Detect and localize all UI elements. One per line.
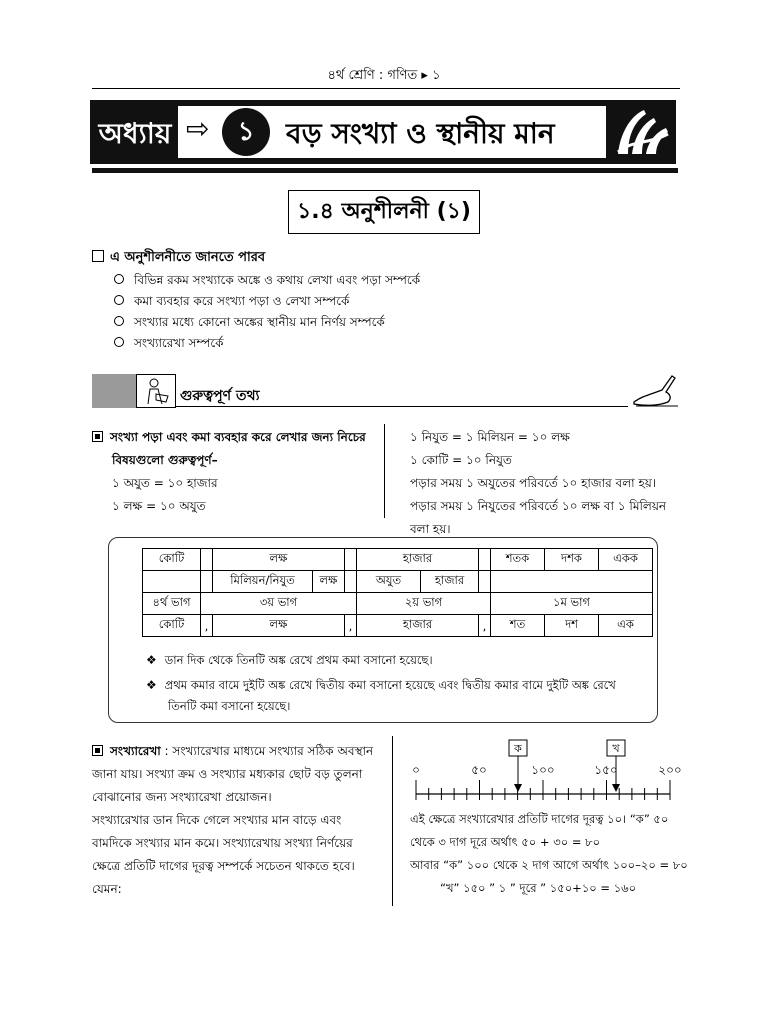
info-title: গুরুত্বপূর্ণ তথ্য: [180, 388, 260, 404]
table-cell: হাজার: [357, 549, 479, 571]
numberline-text: যেমন:: [92, 882, 122, 896]
solution-line: এই ক্ষেত্রে সংখ্যারেখার প্রতিটি দাগের দূরত্ব ১০। “ক” ৫০: [410, 812, 669, 826]
learn-item: [114, 272, 420, 293]
info-right-line: পড়ার সময় ১ নিযুতের পরিবর্তে ১০ লক্ষ বা ১ মিলিয়ন বলা হয়।: [410, 499, 667, 536]
table-cell: ১ম ভাগ: [491, 593, 653, 615]
table-cell: দশ: [545, 615, 599, 637]
table-cell: লক্ষ: [213, 549, 345, 571]
table-cell: [143, 571, 201, 593]
banner-underline: [92, 168, 678, 173]
info-left: [92, 426, 382, 518]
info-left-text: সংখ্যা পড়া এবং কমা ব্যবহার করে লেখার জন্য নিচের: [110, 430, 366, 444]
table-cell: লক্ষ: [313, 571, 345, 593]
square-bullet-icon: [92, 431, 103, 442]
table-cell: হাজার: [357, 615, 479, 637]
reading-person-icon: [136, 374, 176, 408]
table-cell: হাজার: [421, 571, 479, 593]
info-right: [410, 426, 682, 541]
table-cell: মিলিয়ন/নিযুত: [213, 571, 313, 593]
table-cell: ,: [345, 615, 357, 637]
publisher-logo-icon: [610, 104, 674, 160]
table-cell: [491, 571, 653, 593]
info-right-line: পড়ার সময় ১ অযুতের পরিবর্তে ১০ হাজার বলা হয়।: [410, 476, 657, 490]
numberline-explanation: [92, 740, 384, 901]
learn-item-text: সংখ্যার মধ্যে কোনো অঙ্কের স্থানীয় মান নির্ণয় সম্পর্কে: [134, 315, 385, 329]
note-text: ডান দিক থেকে তিনটি অঙ্ক রেখে প্রথম কমা বসানো হয়েছে।: [164, 653, 433, 667]
table-row: [143, 571, 653, 593]
table-row: [143, 593, 653, 615]
arrow-icon: ⇨: [186, 112, 210, 145]
chapter-label: অধ্যায়: [98, 117, 172, 150]
solution-line: “খ” ১৫০ ” ১ ” দূরে ” ১৫০+১০ = ১৬০: [440, 881, 637, 895]
checkbox-icon: [92, 250, 104, 262]
learn-list: [114, 272, 420, 356]
table-row: [143, 615, 653, 637]
learn-item: [114, 335, 420, 356]
exercise-title: ১.৪ অনুশীলনী (১): [288, 190, 480, 234]
tick-label: ০: [412, 763, 420, 777]
learn-heading: [92, 248, 265, 269]
info-bar-block: [92, 374, 136, 408]
number-line: [408, 736, 688, 816]
info-left-line: [92, 426, 382, 449]
numberline-heading: সংখ্যারেখা: [110, 744, 161, 758]
marker-kh-label: খ: [612, 742, 620, 755]
table-cell: শত: [491, 615, 545, 637]
diamond-bullet-icon: ❖: [146, 678, 157, 692]
numberline-line: [92, 740, 384, 763]
learn-item: [114, 314, 420, 335]
learn-item-text: বিভিন্ন রকম সংখ্যাকে অঙ্কে ও কথায় লেখা এবং পড়া সম্পর্কে: [134, 273, 421, 287]
numberline-text: ক্ষেত্রে প্রতিটি দাগের দূরত্ব সম্পর্কে সচেতন থাকতে হবে।: [92, 859, 355, 873]
numberline-text: বামদিকে সংখ্যার মান কমে। সংখ্যারেখায় সংখ্যা নির্ণয়ের: [92, 836, 353, 850]
table-cell: এক: [599, 615, 653, 637]
table-cell: [345, 571, 357, 593]
info-left-line: ১ লক্ষ = ১০ অযুত: [112, 499, 206, 513]
note-item: [146, 675, 646, 696]
info-underline: [176, 406, 628, 407]
table-cell: কোটি: [143, 615, 201, 637]
table-cell: লক্ষ: [213, 615, 345, 637]
info-right-line: ১ নিযুত = ১ মিলিয়ন = ১০ লক্ষ: [410, 430, 570, 444]
table-cell: একক: [599, 549, 653, 571]
column-divider: [384, 424, 385, 518]
place-value-table: [142, 548, 653, 637]
running-head: ৪র্থ শ্রেণি : গণিত ▸ ১: [327, 68, 441, 83]
table-cell: ৪র্থ ভাগ: [143, 593, 201, 615]
table-cell: [479, 571, 491, 593]
learn-heading-text: এ অনুশীলনীতে জানতে পারব: [110, 250, 266, 265]
marker-k-label: ক: [514, 742, 522, 755]
note-text: তিনটি কমা বসানো হয়েছে।: [168, 699, 291, 713]
table-cell: [345, 549, 357, 571]
numberline-text: বোঝানোর জন্য সংখ্যারেখা প্রয়োজন।: [92, 790, 272, 804]
writing-hand-icon: [628, 370, 684, 410]
table-notes: [146, 650, 646, 717]
table-cell: [479, 549, 491, 571]
solution-line: থেকে ৩ দাগ দূরে অর্থাৎ ৫০ + ৩০ = ৮০: [410, 835, 601, 849]
numberline-text: : সংখ্যারেখার মাধ্যমে সংখ্যার সঠিক অবস্থান: [164, 744, 374, 758]
info-left-line: ১ অযুত = ১০ হাজার: [112, 476, 218, 490]
note-item: [146, 650, 646, 671]
table-cell: কোটি: [143, 549, 201, 571]
circle-bullet-icon: [114, 337, 124, 347]
tick-label: ১০০: [531, 763, 555, 777]
learn-item: [114, 293, 420, 314]
solution-line: আবার “ক” ১০০ থেকে ২ দাগ আগে অর্থাৎ ১০০–২০ = ৮০: [410, 858, 688, 872]
table-cell: [201, 571, 213, 593]
table-cell: শতক: [491, 549, 545, 571]
tick-label: ১৫০: [594, 763, 618, 777]
learn-item-text: কমা ব্যবহার করে সংখ্যা পড়া ও লেখা সম্পর্কে: [134, 294, 350, 308]
numberline-solution: [410, 808, 690, 900]
tick-label: ৫০: [471, 763, 487, 777]
chapter-title: বড় সংখ্যা ও স্থানীয় মান: [286, 117, 555, 150]
table-cell: [201, 549, 213, 571]
table-row: [143, 549, 653, 571]
column-divider: [392, 736, 393, 906]
numberline-text: সংখ্যারেখার ডান দিকে গেলে সংখ্যার মান বাড়ে এবং: [92, 813, 342, 827]
table-cell: ,: [479, 615, 491, 637]
table-cell: ৩য় ভাগ: [201, 593, 357, 615]
table-cell: দশক: [545, 549, 599, 571]
note-text: প্রথম কমার বামে দুইটি অঙ্ক রেখে দ্বিতীয় কমা বসানো হয়েছে এবং দ্বিতীয় কমার বামে দুইটি অঙ্ক রেখে: [164, 678, 616, 692]
table-cell: ,: [201, 615, 213, 637]
table-cell: অযুত: [357, 571, 421, 593]
table-cell: ২য় ভাগ: [357, 593, 491, 615]
info-left-line: বিষয়গুলো গুরুত্বপূর্ণ–: [112, 453, 218, 467]
learn-item-text: সংখ্যারেখা সম্পর্কে: [134, 336, 224, 350]
tick-label: ২০০: [658, 763, 682, 777]
circle-bullet-icon: [114, 274, 124, 284]
diamond-bullet-icon: ❖: [146, 653, 157, 667]
numberline-text: জানা যায়। সংখ্যা ক্রম ও সংখ্যার মধ্যকার ছোট বড় তুলনা: [92, 767, 363, 781]
header-rule: [92, 88, 680, 89]
chapter-number: ১: [222, 108, 270, 156]
square-bullet-icon: [92, 745, 103, 756]
info-right-line: ১ কোটি = ১০ নিযুত: [410, 453, 512, 467]
circle-bullet-icon: [114, 316, 124, 326]
circle-bullet-icon: [114, 295, 124, 305]
